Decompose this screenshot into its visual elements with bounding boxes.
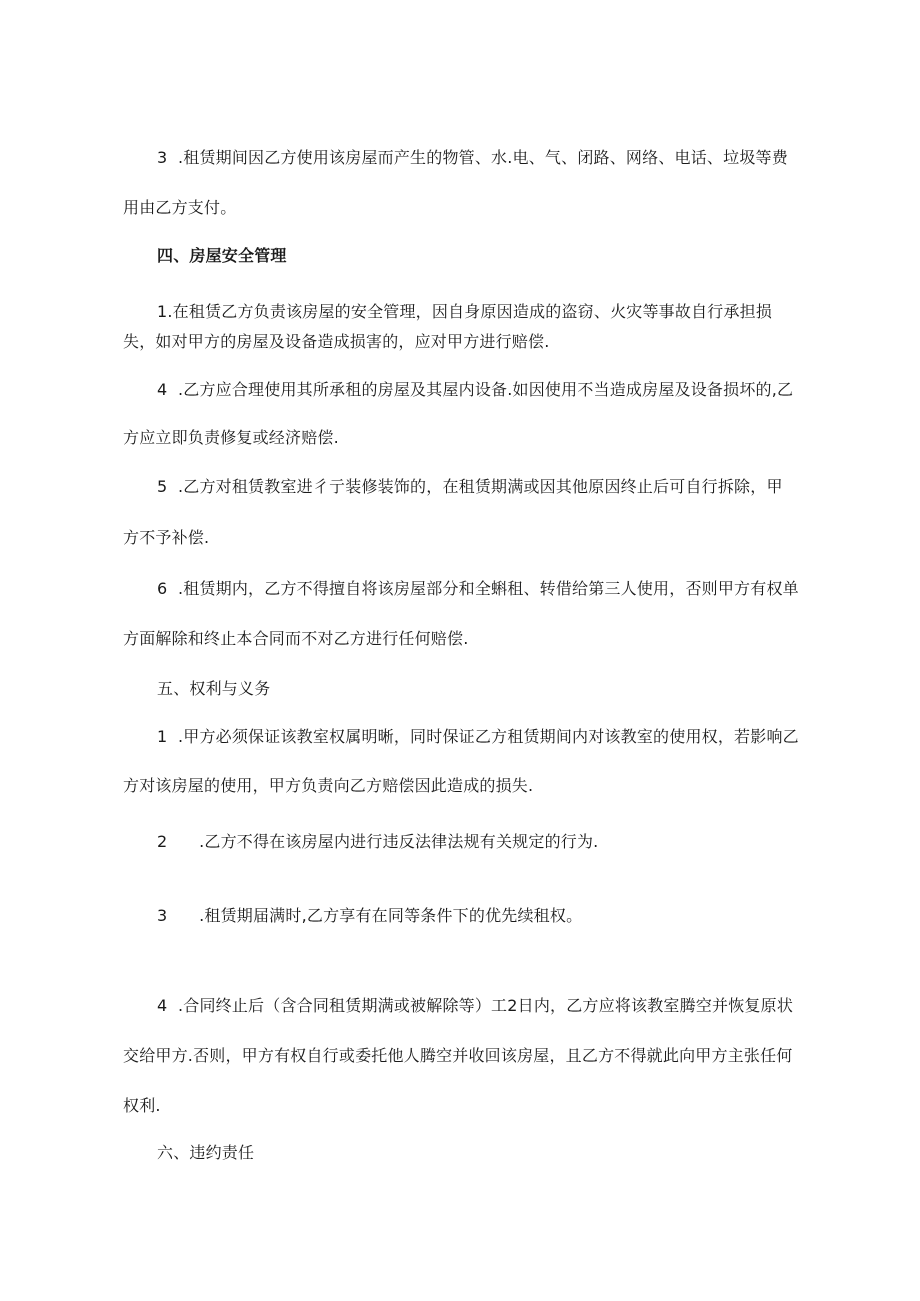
- s4-item-6-line-2: 方面解除和终止本合同而不对乙方进行任何赔偿.: [123, 629, 469, 648]
- s4-item-5-line-1: 5 .乙方对租赁教室进彳亍装修装饰的，在租赁期满或因其他原因终止后可自行拆除，甲: [157, 477, 783, 496]
- s5-item-4-line-2: 交给甲方.否则，甲方有权自行或委托他人腾空并收回该房屋，且乙方不得就此向甲方主张任何: [123, 1046, 793, 1065]
- section-6-heading: 六、违约责任: [157, 1143, 255, 1162]
- s4-item-1-line-2: 失，如对甲方的房屋及设备造成损害的，应对甲方进行赔偿.: [123, 332, 550, 351]
- section-4-heading: 四、房屋安全管理: [157, 246, 287, 265]
- s4-item-4-line-2: 方应立即负责修复或经济赔偿.: [123, 428, 339, 447]
- s4-item-4-line-1: 4 .乙方应合理使用其所承租的房屋及其屋内设备.如因使用不当造成房屋及设备损坏的,乙: [157, 380, 794, 399]
- s5-item-4-line-1: 4 .合同终止后（含合同租赁期满或被解除等）工2日内，乙方应将该教室腾空并恢复原状: [157, 996, 794, 1015]
- s4-item-1-line-1: 1.在租赁乙方负责该房屋的安全管理，因自身原因造成的盗窃、火灾等事故自行承担损: [157, 302, 773, 321]
- s5-item-3: 3 .租赁期届满时,乙方享有在同等条件下的优先续租权。: [157, 906, 583, 925]
- section-5-heading: 五、权利与义务: [157, 679, 271, 698]
- clause-3-fees-line-2: 用由乙方支付。: [123, 198, 237, 217]
- s5-item-2: 2 .乙方不得在该房屋内进行违反法律法规有关规定的行为.: [157, 832, 599, 851]
- clause-3-fees-line-1: 3 .租赁期间因乙方使用该房屋而产生的物管、水.电、气、闭路、网络、电话、垃圾等费: [157, 148, 788, 167]
- s4-item-6-line-1: 6 .租赁期内，乙方不得擅自将该房屋部分和全蝌租、转借给第三人使用，否则甲方有权单: [157, 579, 799, 598]
- s5-item-1-line-1: 1 .甲方必须保证该教室权属明晰，同时保证乙方租赁期间内对该教室的使用权，若影响乙: [157, 727, 799, 746]
- s4-item-5-line-2: 方不予补偿.: [123, 528, 210, 547]
- s5-item-1-line-2: 方对该房屋的使用，甲方负责向乙方赔偿因此造成的损失.: [123, 776, 534, 795]
- s5-item-4-line-3: 权利.: [123, 1096, 161, 1115]
